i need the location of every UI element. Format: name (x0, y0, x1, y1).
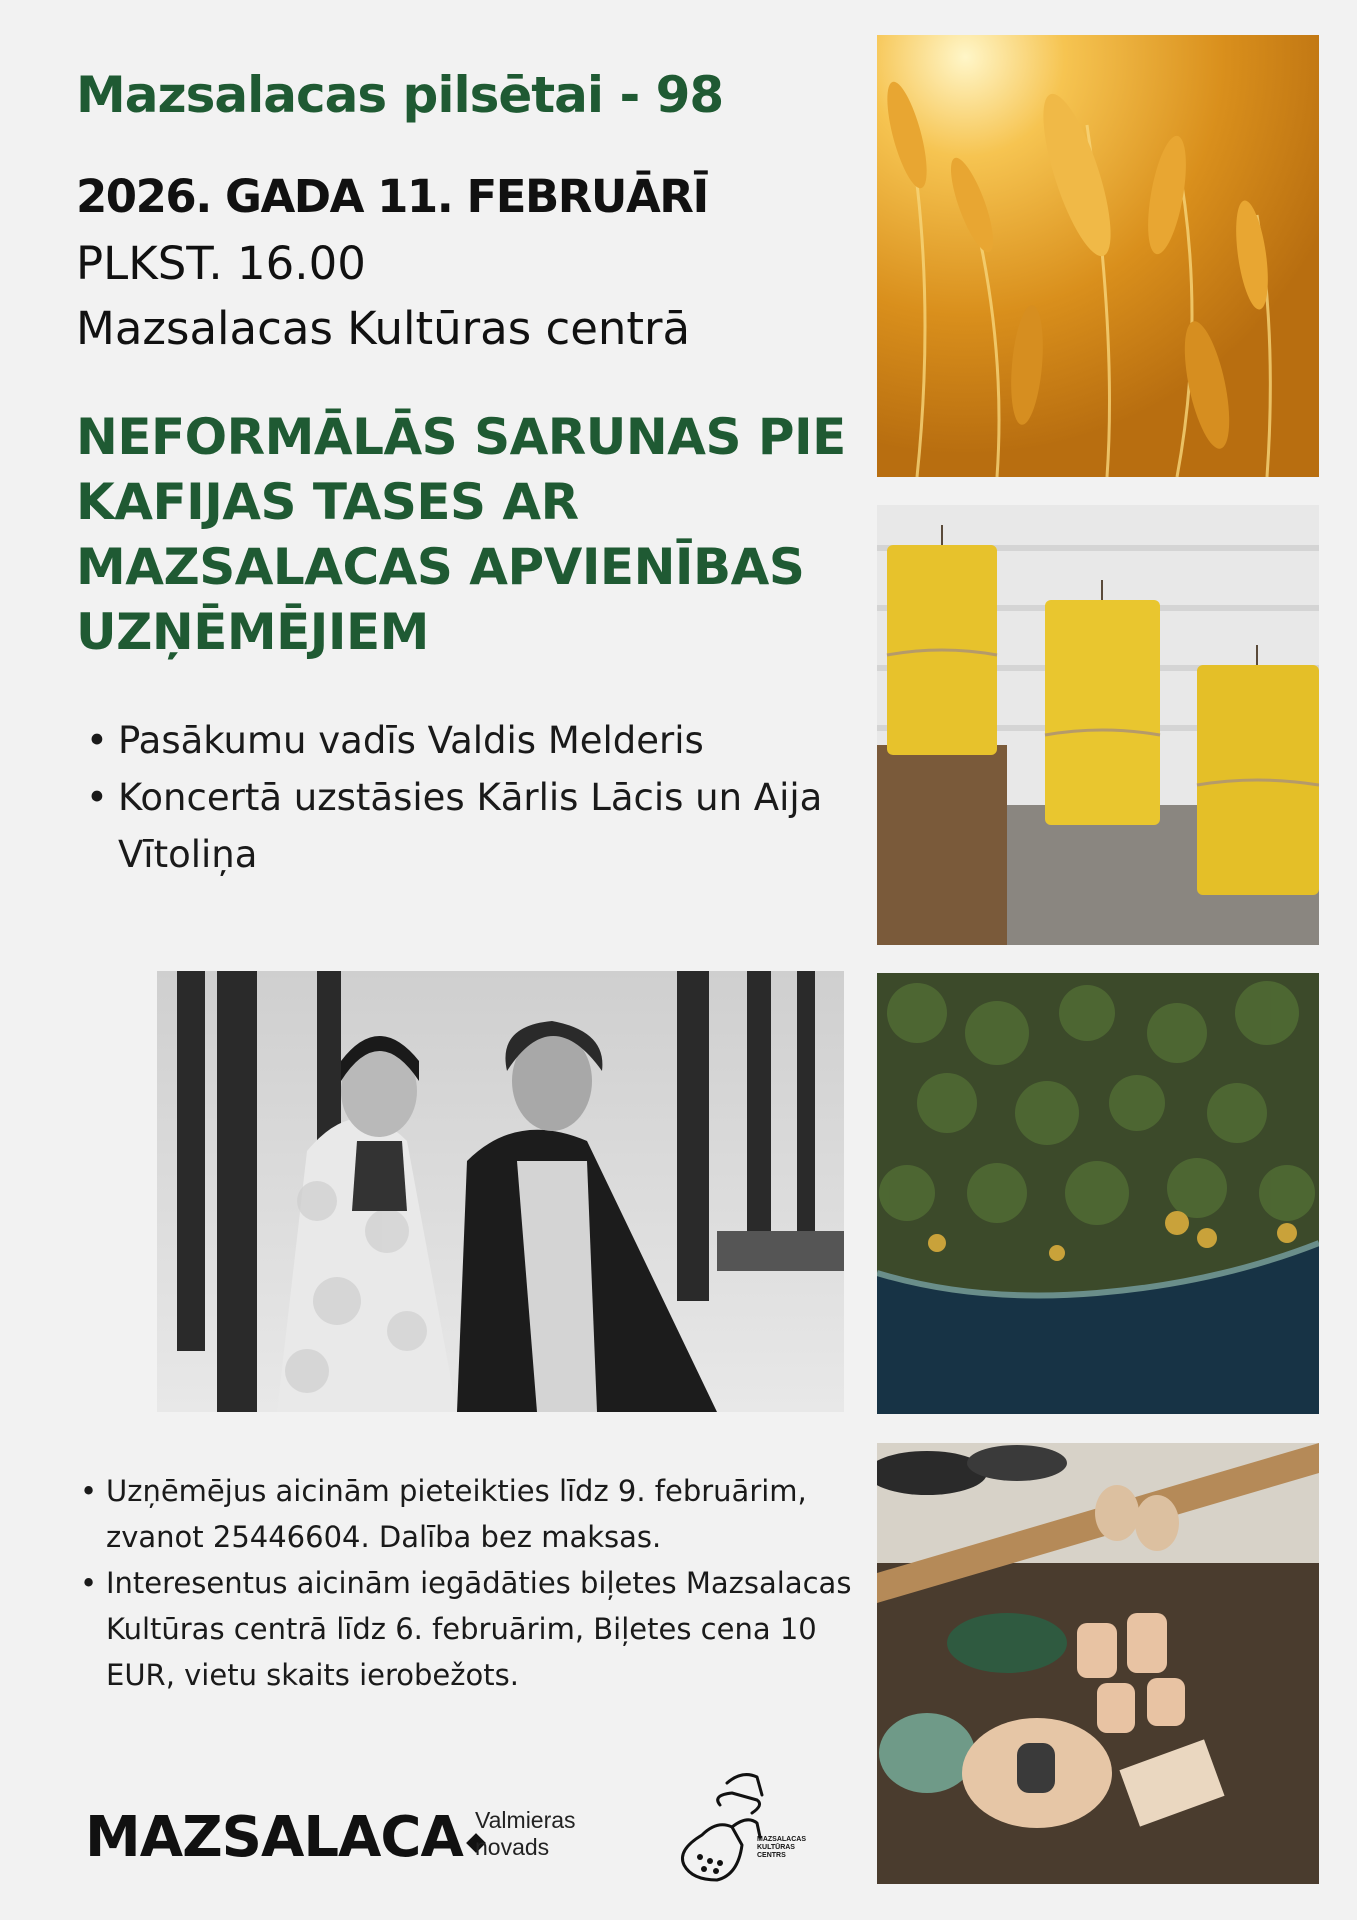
event-time: PLKST. 16.00 (76, 237, 366, 290)
forest-aerial-photo (877, 973, 1319, 1414)
region-label (475, 1807, 576, 1861)
headline-line: MAZSALACAS APVIENĪBAS (76, 538, 805, 596)
headline-line: UZŅĒMĒJIEM (76, 603, 429, 661)
culture-centre-logo-text: MAZSALACAS KULTŪRAS CENTRS (757, 1836, 806, 1859)
beeswax-candles-photo (877, 505, 1319, 945)
event-venue: Mazsalacas Kultūras centrā (76, 302, 691, 355)
culture-centre-logo-icon (672, 1765, 802, 1890)
event-headline (76, 405, 876, 665)
program-item: • Pasākumu vadīs Valdis Melderis (76, 712, 876, 769)
event-subtitle: Mazsalacas pilsētai - 98 (76, 66, 724, 124)
event-date: 2026. GADA 11. FEBRUĀRĪ (76, 170, 708, 223)
info-item: • Interesentus aicinām iegādāties biļetes Mazsalacas Kultūras centrā līdz 6. februārim, Biļetes cena 10 EUR, vietu skaits ierobežots. (76, 1560, 876, 1698)
program-item: • Koncertā uzstāsies Kārlis Lācis un Aija Vītoliņa (76, 769, 876, 883)
info-list (76, 1468, 876, 1698)
region-line: Valmieras (475, 1807, 576, 1833)
mazsalaca-logo (85, 1805, 483, 1870)
performers-photo (157, 971, 844, 1412)
headline-line: NEFORMĀLĀS SARUNAS PIE (76, 408, 846, 466)
brand-wordmark: MAZSALACA (85, 1805, 463, 1870)
program-list (76, 712, 876, 883)
headline-line: KAFIJAS TASES AR (76, 473, 579, 531)
info-item: • Uzņēmējus aicinām pieteikties līdz 9. februārim, zvanot 25446604. Dalība bez maksas. (76, 1468, 876, 1560)
wheat-field-photo (877, 35, 1319, 477)
pottery-photo (877, 1443, 1319, 1884)
region-line: novads (475, 1834, 550, 1860)
